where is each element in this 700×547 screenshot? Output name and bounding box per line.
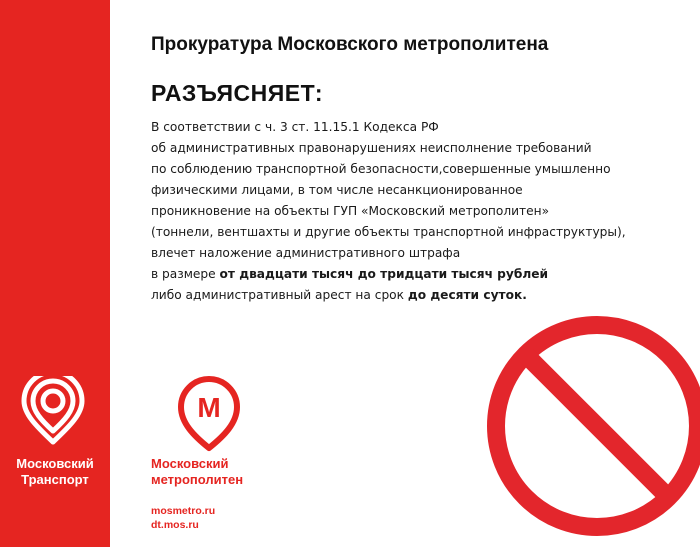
notice-text (151, 117, 691, 306)
page-title: Прокуратура Московского метрополитена (151, 34, 549, 55)
metro-letter: М (197, 392, 221, 423)
arrest-prefix: либо административный арест на срок (151, 288, 408, 302)
metro-name-line2: метрополитен (151, 472, 244, 487)
website-links (151, 504, 215, 532)
notice-line: по соблюдению транспортной безопасности,совершенные умышленно (151, 162, 611, 176)
arrest-term: до десяти суток. (407, 288, 527, 302)
notice-line: об административных правонарушениях неисполнение требований (151, 141, 592, 155)
notice-line: В соответствии с ч. 3 ст. 11.15.1 Кодекса РФ (151, 120, 439, 134)
heading: РАЗЪЯСНЯЕТ: (151, 80, 323, 106)
metro-pin-logo-icon (176, 376, 242, 452)
notice-line: проникновение на объекты ГУП «Московский метрополитен» (151, 204, 550, 218)
notice-line: влечет наложение административного штрафа (151, 246, 461, 260)
metro-name-line1: Московский (151, 456, 229, 471)
red-sidebar (0, 0, 110, 547)
metro-name (151, 456, 243, 488)
moscow-transport-line1: Московский (16, 456, 94, 471)
fine-prefix: в размере (151, 267, 220, 281)
link-mosmetro[interactable]: mosmetro.ru (151, 505, 216, 517)
moscow-transport-logo-icon (18, 376, 88, 446)
link-dt-mos[interactable]: dt.mos.ru (151, 519, 199, 531)
notice-line: физическими лицами, в том числе несанкционированное (151, 183, 523, 197)
fine-amount: от двадцати тысяч до тридцати тысяч рублей (219, 267, 549, 281)
notice-line: (тоннели, вентшахты и другие объекты транспортной инфраструктуры), (151, 225, 626, 239)
fine-line (151, 264, 691, 285)
moscow-transport-name (0, 456, 110, 488)
moscow-transport-line2: Транспорт (21, 472, 89, 487)
prohibition-sign-icon (487, 303, 700, 547)
